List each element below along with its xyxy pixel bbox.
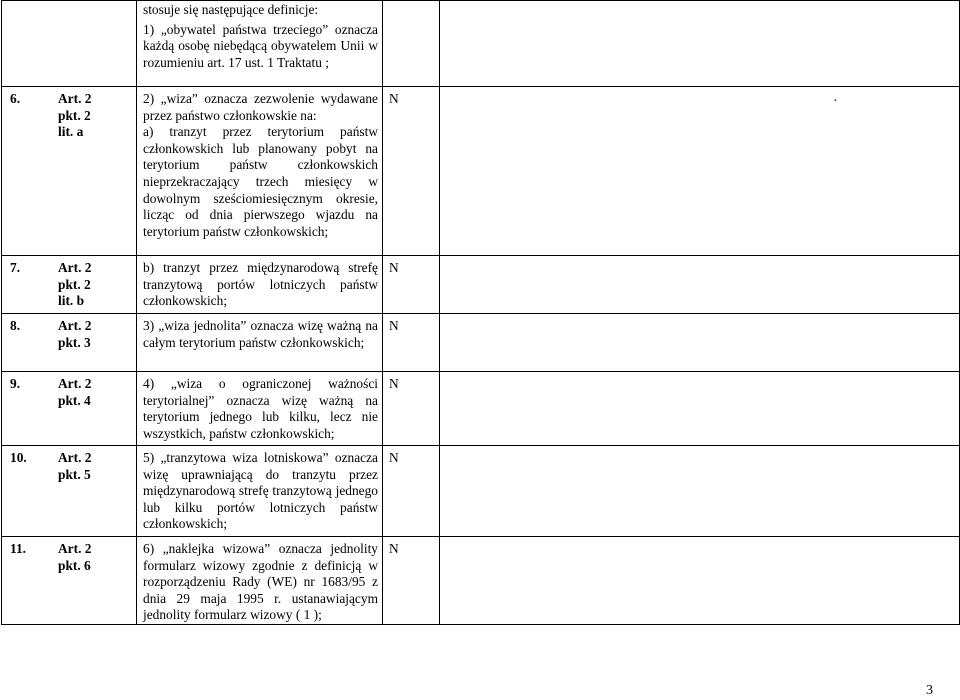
row-number: 8. [10, 318, 21, 333]
table-row [2, 87, 960, 256]
definition-text: 3) „wiza jednolita” oznacza wizę ważną na całym terytorium państw członkowskich; [143, 318, 378, 350]
cell-text [137, 372, 383, 446]
status-mark: N [389, 318, 399, 333]
cell-mark [383, 314, 440, 372]
article-reference: Art. 2 pkt. 2 lit. a [58, 91, 92, 140]
definition-text: 6) „naklejka wizowa” oznacza jednolity formularz wizowy zgodnie z definicją w rozporządzeniu Rady (WE) nr 1683/95 z dnia 29 maja 1995 r. ustanawiającym jednolity formularz wizowy ( 1 ); [143, 541, 378, 623]
definition-text: b) tranzyt przez międzynarodową strefę tranzytową portów lotniczych państw członkowskich; [143, 260, 378, 309]
definition-text: 2) „wiza” oznacza zezwolenie wydawane przez państwo członkowskie na: a) tranzyt przez terytorium państw członkowskich lub planowany pobyt na terytorium państw członkowskich nieprzekraczający trzech miesięcy w dowolnym sześciomiesięcznym okresie, licząc od dnia pierwszego wjazdu na terytorium państw członkowskich; [143, 91, 378, 239]
status-mark: N [389, 541, 399, 556]
row-number: 10. [10, 450, 27, 465]
row-number: 11. [10, 541, 26, 556]
table-row [2, 446, 960, 537]
page-number: 3 [926, 683, 933, 698]
article-reference: Art. 2 pkt. 5 [58, 450, 92, 482]
definition-text: 5) „tranzytowa wiza lotniskowa” oznacza wizę uprawniającą do tranzytu przez międzynarodową strefę tranzytową jednego lub kilku portów lotniczych państw członkowskich; [143, 450, 378, 532]
cell-number [2, 372, 137, 446]
table-row-intro [2, 1, 960, 87]
article-reference: Art. 2 pkt. 6 [58, 541, 92, 573]
row-number: 6. [10, 91, 21, 106]
table-row [2, 314, 960, 372]
cell-number [2, 314, 137, 372]
cell-mark [383, 537, 440, 625]
cell-mark [383, 256, 440, 314]
article-reference: Art. 2 pkt. 2 lit. b [58, 260, 92, 309]
cell-number [2, 87, 137, 256]
table-row [2, 372, 960, 446]
row-number: 7. [10, 260, 21, 275]
cell-text [137, 87, 383, 256]
status-mark: N [389, 91, 399, 106]
definition-text: 4) „wiza o ograniczonej ważności terytorialnej” oznacza wizę ważną na terytorium jednego lub kilku, lecz nie wszystkich, państw członkowskich; [143, 376, 378, 441]
cell-note [440, 87, 960, 256]
status-mark: N [389, 260, 399, 275]
regulation-comparison-table [1, 0, 960, 625]
intro-line: stosuje się następujące definicje: [143, 2, 319, 17]
cell-note [440, 446, 960, 537]
intro-item-1: 1) „obywatel państwa trzeciego” oznacza każdą osobę niebędącą obywatelem Unii w rozumieniu art. 17 ust. 1 Traktatu ; [143, 21, 378, 70]
cell-number [2, 256, 137, 314]
cell-text-intro [137, 1, 383, 87]
cell-number-intro [2, 1, 137, 87]
status-mark: N [389, 376, 399, 391]
cell-note [440, 314, 960, 372]
cell-text [137, 314, 383, 372]
note-text: . [833, 89, 837, 104]
article-reference: Art. 2 pkt. 4 [58, 376, 92, 408]
cell-number [2, 537, 137, 625]
cell-number [2, 446, 137, 537]
article-reference: Art. 2 pkt. 3 [58, 318, 92, 350]
cell-mark [383, 87, 440, 256]
cell-note-intro [440, 1, 960, 87]
cell-text [137, 446, 383, 537]
status-mark: N [389, 450, 399, 465]
table-row [2, 256, 960, 314]
cell-text [137, 537, 383, 625]
cell-mark [383, 446, 440, 537]
cell-text [137, 256, 383, 314]
cell-note [440, 256, 960, 314]
cell-note [440, 537, 960, 625]
cell-mark-intro [383, 1, 440, 87]
table-row [2, 537, 960, 625]
cell-mark [383, 372, 440, 446]
row-number: 9. [10, 376, 21, 391]
cell-note [440, 372, 960, 446]
